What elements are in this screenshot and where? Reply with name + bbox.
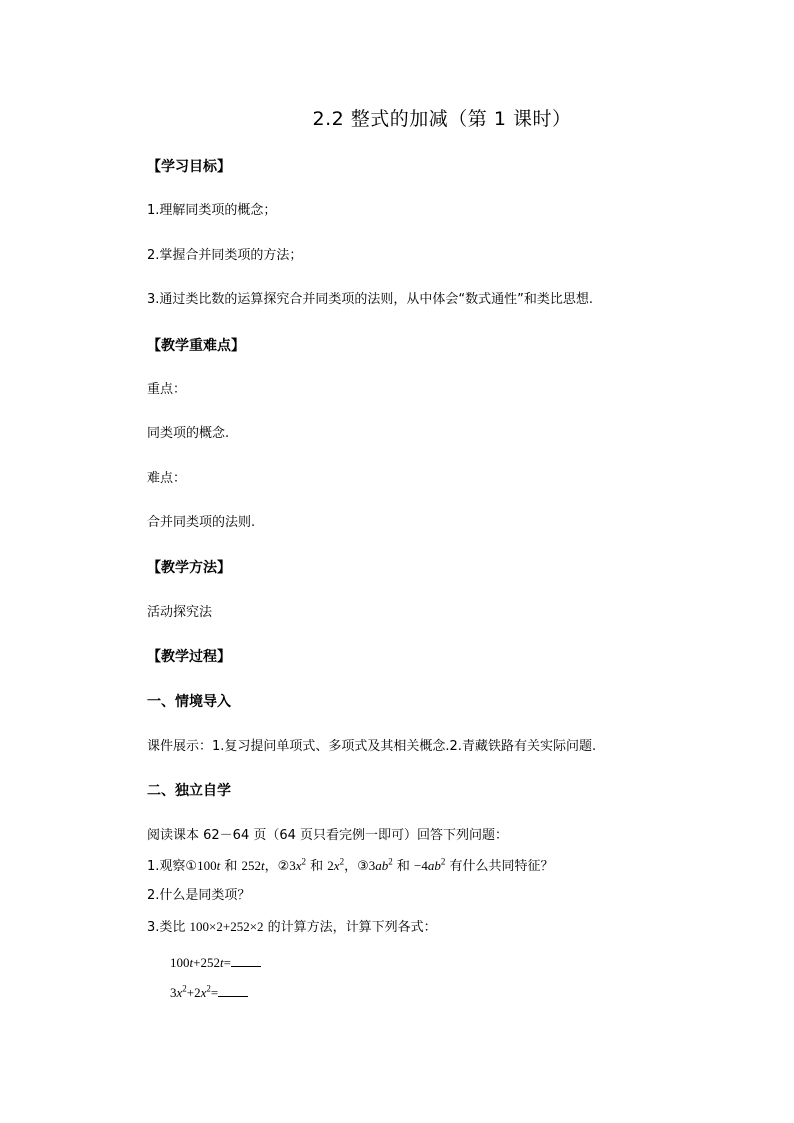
process-heading: 【教学过程】 (147, 649, 231, 665)
method-text: 活动探究法 (147, 605, 213, 620)
calc-expression-2: $3x^2+2x^2=$ (170, 984, 248, 1002)
question-3: 3.类比 100×2+252×2 的计算方法，计算下列各式： (147, 919, 437, 935)
calc-expression-1: 100t+252t= (170, 954, 261, 972)
question-2: 2.什么是同类项？ (147, 888, 251, 903)
key-point-label: 重点： (147, 382, 187, 397)
answer-blank[interactable] (218, 984, 248, 997)
objective-item-3: 3.通过类比数的运算探究合并同类项的法则，从中体会“数式通性”和类比思想. (147, 292, 594, 307)
objective-item-1: 1.理解同类项的概念； (147, 203, 277, 218)
step1-heading: 一、情境导入 (147, 694, 231, 710)
objective-item-2: 2.掌握合并同类项的方法； (147, 248, 303, 263)
difficult-point-text: 合并同类项的法则. (147, 515, 256, 530)
page-title: 2.2 整式的加减（第 1 课时） (312, 108, 572, 130)
key-points-heading: 【教学重难点】 (147, 338, 245, 354)
method-heading: 【教学方法】 (147, 560, 231, 576)
step2-intro: 阅读课本 62－64 页（64 页只看完例一即可）回答下列问题： (147, 828, 509, 843)
difficult-point-label: 难点： (147, 471, 187, 486)
key-point-text: 同类项的概念. (147, 426, 230, 441)
step2-heading: 二、独立自学 (147, 783, 231, 799)
objectives-heading: 【学习目标】 (147, 159, 231, 175)
question-1: 1.观察①100t 和 252t，$②3x^2$ 和 $2x^2$，$③3ab^2$ 和 $-4ab^2$ 有什么共同特征？ (147, 856, 554, 874)
step1-text: 课件展示：1.复习提问单项式、多项式及其相关概念.2.青藏铁路有关实际问题. (147, 739, 597, 754)
answer-blank[interactable] (231, 954, 261, 967)
